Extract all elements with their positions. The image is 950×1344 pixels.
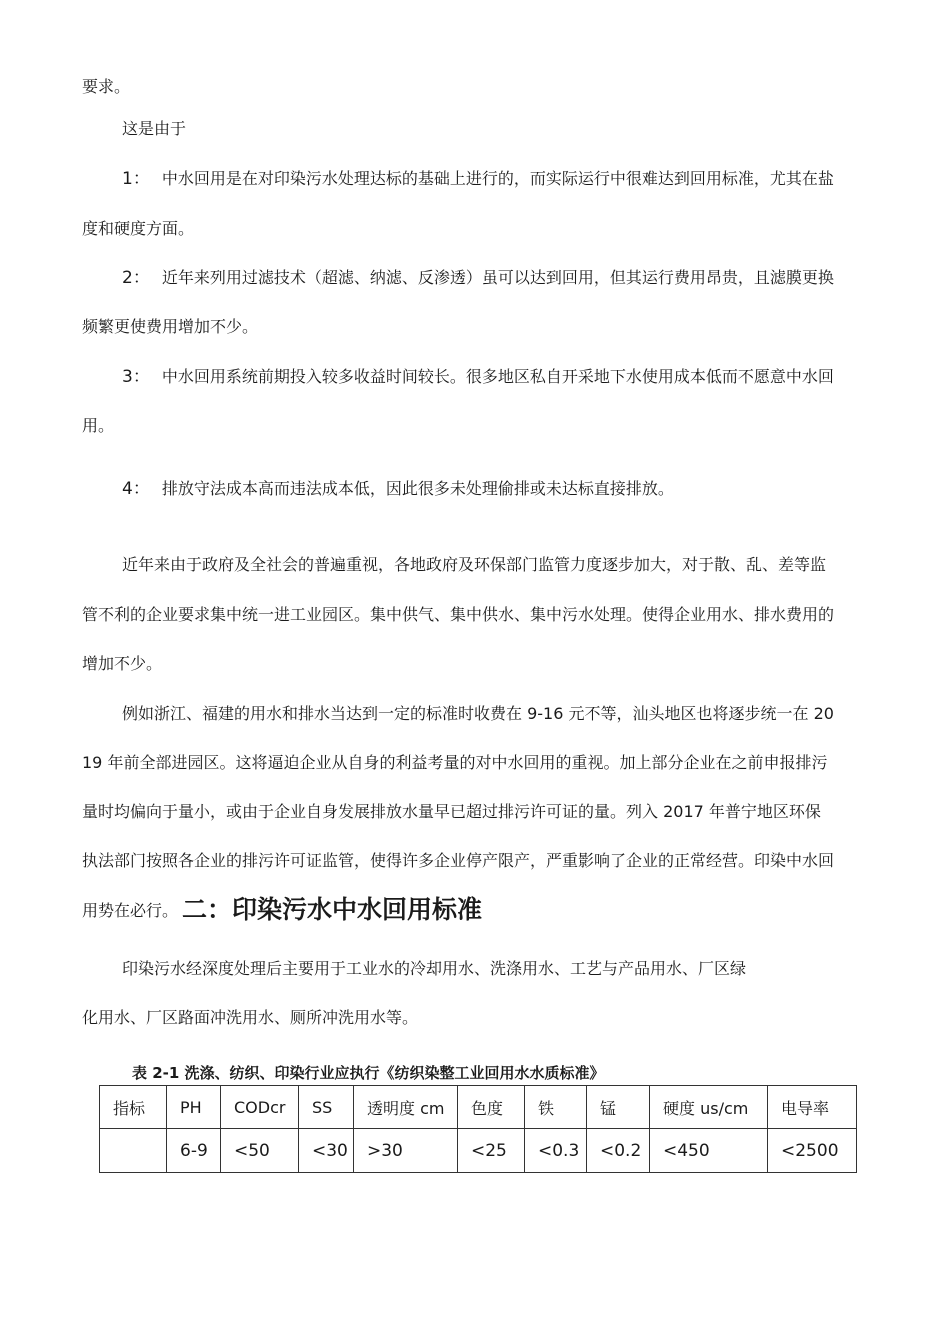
table-cell: <30	[299, 1129, 354, 1173]
table-cell: 6-9	[167, 1129, 221, 1173]
paragraph-line: 量时均偏向于量小，或由于企业自身发展排放水量早已超过排污许可证的量。列入 2017 年普宁地区环保	[82, 802, 821, 821]
list-text: 排放守法成本高而违法成本低，因此很多未处理偷排或未达标直接排放。	[161, 479, 674, 498]
table-caption: 表 2-1 洗涤、纺织、印染行业应执行《纺织染整工业回用水水质标准》	[132, 1064, 605, 1082]
table-cell: <0.3	[525, 1129, 587, 1173]
table-header-cell: 电导率	[768, 1086, 857, 1129]
paragraph-line: 增加不少。	[82, 654, 163, 673]
section-heading: 二：印染污水中水回用标准	[182, 895, 483, 924]
table-header-row	[100, 1086, 857, 1129]
table-cell: >30	[354, 1129, 458, 1173]
list-number: 4：	[122, 479, 150, 499]
table-header-cell: 色度	[458, 1086, 525, 1129]
paragraph-line: 这是由于	[122, 119, 187, 138]
list-number: 1：	[122, 169, 150, 189]
table-header-cell: 铁	[525, 1086, 587, 1129]
paragraph-line: 要求。	[82, 77, 131, 96]
water-quality-table	[99, 1085, 857, 1173]
table-header-cell: SS	[299, 1086, 354, 1129]
paragraph-line: 度和硬度方面。	[82, 219, 195, 238]
table-cell: <25	[458, 1129, 525, 1173]
list-text: 中水回用是在对印染污水处理达标的基础上进行的，而实际运行中很难达到回用标准，尤其在盐	[161, 169, 834, 188]
list-item-4	[122, 478, 674, 500]
table-header-cell: PH	[167, 1086, 221, 1129]
paragraph-line: 近年来由于政府及全社会的普遍重视，各地政府及环保部门监管力度逐步加大，对于散、乱、差等监	[122, 555, 827, 574]
list-item-3	[122, 366, 834, 388]
table-cell: <50	[221, 1129, 299, 1173]
table-row	[100, 1129, 857, 1173]
paragraph-line: 印染污水经深度处理后主要用于工业水的冷却用水、洗涤用水、工艺与产品用水、厂区绿	[122, 959, 747, 978]
list-number: 3：	[122, 367, 150, 387]
paragraph-line: 执法部门按照各企业的排污许可证监管，使得许多企业停产限产，严重影响了企业的正常经营。印染中水回	[82, 851, 835, 870]
paragraph-line: 管不利的企业要求集中统一进工业园区。集中供气、集中供水、集中污水处理。使得企业用水、排水费用的	[82, 605, 835, 624]
list-item-1	[122, 168, 834, 190]
table-cell: <0.2	[587, 1129, 650, 1173]
paragraph-line	[82, 897, 482, 922]
table-cell	[100, 1129, 167, 1173]
paragraph-line: 频繁更使费用增加不少。	[82, 317, 259, 336]
table-header-cell: 透明度 cm	[354, 1086, 458, 1129]
paragraph-line: 19 年前全部进园区。这将逼迫企业从自身的利益考量的对中水回用的重视。加上部分企业在之前申报排污	[82, 753, 828, 772]
table-header-cell: 硬度 us/cm	[650, 1086, 768, 1129]
list-text: 中水回用系统前期投入较多收益时间较长。很多地区私自开采地下水使用成本低而不愿意中水回	[161, 367, 834, 386]
table-cell: <450	[650, 1129, 768, 1173]
list-number: 2：	[122, 268, 150, 288]
paragraph-line: 化用水、厂区路面冲洗用水、厕所冲洗用水等。	[82, 1008, 419, 1027]
list-text: 近年来列用过滤技术（超滤、纳滤、反渗透）虽可以达到回用，但其运行费用昂贵，且滤膜更换	[161, 268, 834, 287]
table-header-cell: CODcr	[221, 1086, 299, 1129]
list-item-2	[122, 267, 834, 289]
table-header-cell: 锰	[587, 1086, 650, 1129]
paragraph-line: 用。	[82, 416, 115, 435]
paragraph-text: 用势在必行。	[82, 901, 179, 920]
paragraph-line: 例如浙江、福建的用水和排水当达到一定的标准时收费在 9-16 元不等，汕头地区也将逐步统一在 20	[122, 704, 834, 723]
table-header-cell: 指标	[100, 1086, 167, 1129]
table-cell: <2500	[768, 1129, 857, 1173]
